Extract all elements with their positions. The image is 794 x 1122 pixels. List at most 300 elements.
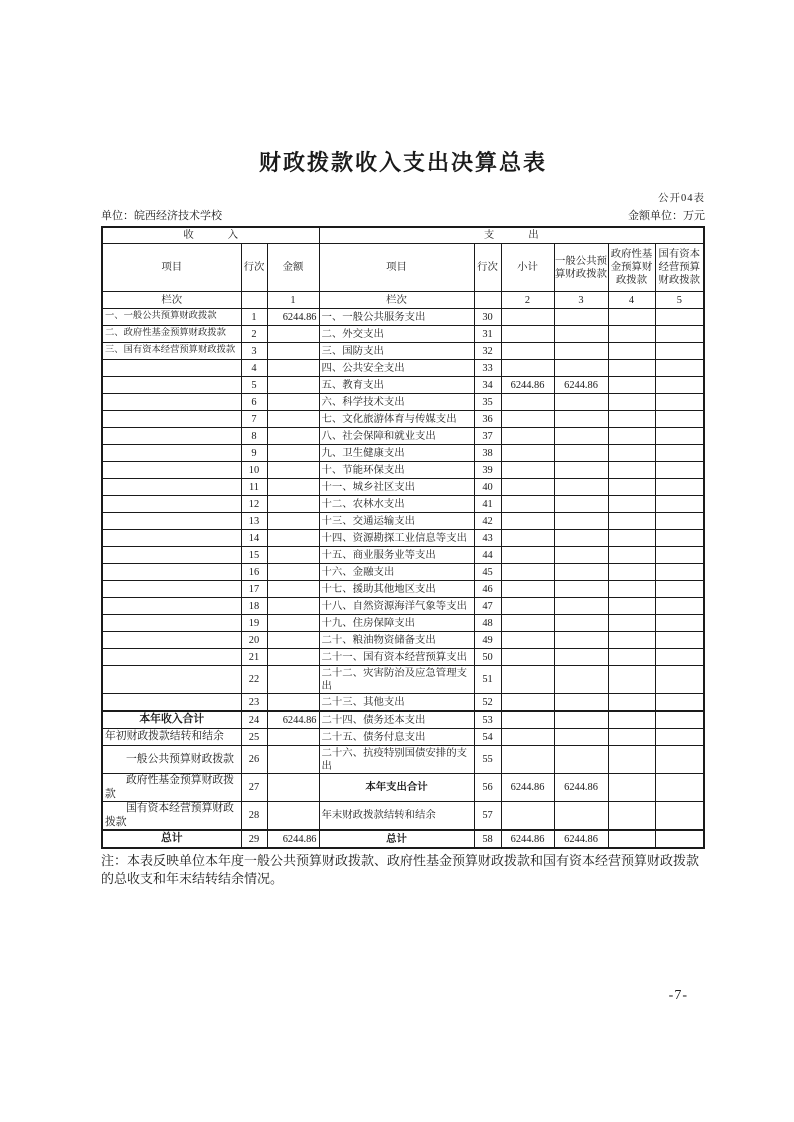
table-row	[102, 774, 704, 802]
expense-state-capital	[655, 802, 704, 831]
expense-item: 十五、商业服务业等支出	[319, 547, 474, 564]
expense-subtotal: 6244.86	[501, 830, 554, 848]
expense-gov-fund	[608, 530, 655, 547]
table-row	[102, 479, 704, 496]
expense-line-no: 54	[474, 729, 501, 746]
expense-line-no: 52	[474, 694, 501, 712]
expense-state-capital	[655, 530, 704, 547]
expense-state-capital	[655, 462, 704, 479]
income-item	[102, 377, 241, 394]
expense-gov-fund	[608, 615, 655, 632]
income-line-no: 29	[241, 830, 267, 848]
income-item	[102, 581, 241, 598]
income-line-no: 21	[241, 649, 267, 666]
col-header-income-amount: 金额	[267, 244, 319, 292]
income-item	[102, 513, 241, 530]
expense-state-capital	[655, 615, 704, 632]
income-amount: 6244.86	[267, 830, 319, 848]
expense-state-capital	[655, 496, 704, 513]
table-row	[102, 343, 704, 360]
income-item	[102, 360, 241, 377]
income-amount	[267, 445, 319, 462]
expense-general-budget	[554, 309, 608, 326]
expense-line-no: 39	[474, 462, 501, 479]
expense-general-budget	[554, 411, 608, 428]
income-amount	[267, 649, 319, 666]
expense-item: 十六、金融支出	[319, 564, 474, 581]
expense-general-budget	[554, 428, 608, 445]
table-row	[102, 666, 704, 694]
income-column-index-label: 栏次	[102, 292, 241, 309]
expense-subtotal: 6244.86	[501, 377, 554, 394]
income-item: 总计	[102, 830, 241, 848]
expense-gov-fund	[608, 479, 655, 496]
expense-general-budget	[554, 615, 608, 632]
expense-item: 二、外交支出	[319, 326, 474, 343]
expense-item: 八、社会保障和就业支出	[319, 428, 474, 445]
expense-item: 二十六、抗疫特别国债安排的支出	[319, 746, 474, 774]
unit-label: 单位：皖西经济技术学校	[101, 210, 222, 222]
expense-item: 九、卫生健康支出	[319, 445, 474, 462]
expense-line-no: 38	[474, 445, 501, 462]
income-line-no: 16	[241, 564, 267, 581]
income-amount: 6244.86	[267, 309, 319, 326]
income-line-no: 7	[241, 411, 267, 428]
expense-gov-fund	[608, 445, 655, 462]
expense-subtotal	[501, 632, 554, 649]
table-row	[102, 746, 704, 774]
income-line-no: 18	[241, 598, 267, 615]
income-item	[102, 666, 241, 694]
income-amount	[267, 774, 319, 802]
expense-line-no: 37	[474, 428, 501, 445]
income-line-no: 17	[241, 581, 267, 598]
table-row	[102, 309, 704, 326]
expense-subtotal	[501, 394, 554, 411]
income-item	[102, 649, 241, 666]
expense-subtotal	[501, 411, 554, 428]
expense-subtotal	[501, 694, 554, 712]
col-header-income-item: 项目	[102, 244, 241, 292]
income-amount	[267, 530, 319, 547]
expense-state-capital	[655, 360, 704, 377]
expense-state-capital	[655, 513, 704, 530]
expense-state-capital	[655, 564, 704, 581]
expense-general-budget	[554, 513, 608, 530]
expense-state-capital	[655, 377, 704, 394]
income-amount	[267, 326, 319, 343]
income-amount	[267, 479, 319, 496]
expense-line-no: 50	[474, 649, 501, 666]
expense-state-capital	[655, 774, 704, 802]
table-row	[102, 496, 704, 513]
income-line-no: 15	[241, 547, 267, 564]
table-row	[102, 547, 704, 564]
expense-line-no: 35	[474, 394, 501, 411]
expense-general-budget	[554, 360, 608, 377]
income-line-no: 10	[241, 462, 267, 479]
expense-general-budget	[554, 729, 608, 746]
expense-general-budget: 6244.86	[554, 830, 608, 848]
expense-gov-fund	[608, 564, 655, 581]
expense-subtotal	[501, 564, 554, 581]
expense-gov-fund	[608, 729, 655, 746]
expense-state-capital	[655, 729, 704, 746]
expense-general-budget	[554, 445, 608, 462]
income-amount: 6244.86	[267, 711, 319, 729]
table-body	[102, 309, 704, 849]
expense-subtotal	[501, 428, 554, 445]
expense-gov-fund	[608, 513, 655, 530]
expense-line-no: 30	[474, 309, 501, 326]
income-amount	[267, 428, 319, 445]
expense-general-budget	[554, 564, 608, 581]
expense-general-budget	[554, 711, 608, 729]
expense-line-no: 56	[474, 774, 501, 802]
expense-item: 三、国防支出	[319, 343, 474, 360]
general-budget-index: 3	[554, 292, 608, 309]
expense-line-no: 53	[474, 711, 501, 729]
income-line-no: 8	[241, 428, 267, 445]
expense-item: 一、一般公共服务支出	[319, 309, 474, 326]
income-amount	[267, 581, 319, 598]
expense-item: 十四、资源勘探工业信息等支出	[319, 530, 474, 547]
expense-item: 四、公共安全支出	[319, 360, 474, 377]
income-amount	[267, 694, 319, 712]
income-item	[102, 445, 241, 462]
income-amount	[267, 377, 319, 394]
expense-subtotal	[501, 547, 554, 564]
expense-line-no: 40	[474, 479, 501, 496]
state-capital-index: 5	[655, 292, 704, 309]
expense-line-no: 57	[474, 802, 501, 831]
expense-subtotal	[501, 729, 554, 746]
income-amount	[267, 513, 319, 530]
expense-state-capital	[655, 581, 704, 598]
income-amount	[267, 598, 319, 615]
table-row	[102, 530, 704, 547]
expense-item: 二十、粮油物资储备支出	[319, 632, 474, 649]
expense-line-no: 55	[474, 746, 501, 774]
table-row	[102, 462, 704, 479]
expense-gov-fund	[608, 711, 655, 729]
expense-general-budget	[554, 326, 608, 343]
expense-item: 十九、住房保障支出	[319, 615, 474, 632]
income-amount	[267, 564, 319, 581]
income-amount	[267, 343, 319, 360]
income-item	[102, 598, 241, 615]
expense-line-no: 51	[474, 666, 501, 694]
income-item: 二、政府性基金预算财政拨款	[102, 326, 241, 343]
column-index-row	[102, 292, 704, 309]
income-line-no: 26	[241, 746, 267, 774]
expense-line-no: 31	[474, 326, 501, 343]
income-line-no: 5	[241, 377, 267, 394]
expense-gov-fund	[608, 746, 655, 774]
budget-summary-table	[101, 226, 705, 849]
income-line-no: 6	[241, 394, 267, 411]
expense-state-capital	[655, 711, 704, 729]
expense-subtotal	[501, 445, 554, 462]
income-line-no: 2	[241, 326, 267, 343]
expense-general-budget	[554, 496, 608, 513]
income-line-no: 4	[241, 360, 267, 377]
income-line-no: 19	[241, 615, 267, 632]
income-item	[102, 411, 241, 428]
expense-subtotal	[501, 711, 554, 729]
income-line-no: 14	[241, 530, 267, 547]
income-amount	[267, 666, 319, 694]
table-row	[102, 394, 704, 411]
table-row	[102, 615, 704, 632]
expense-state-capital	[655, 547, 704, 564]
income-line-no: 23	[241, 694, 267, 712]
expense-item: 十一、城乡社区支出	[319, 479, 474, 496]
income-line-no: 24	[241, 711, 267, 729]
meta-row	[101, 207, 705, 223]
section-header-row	[102, 227, 704, 244]
expense-subtotal	[501, 746, 554, 774]
expense-item: 本年支出合计	[319, 774, 474, 802]
expense-gov-fund	[608, 581, 655, 598]
expense-state-capital	[655, 309, 704, 326]
table-row	[102, 564, 704, 581]
expense-section-header: 支出	[319, 227, 704, 244]
income-line-no: 12	[241, 496, 267, 513]
income-item: 一般公共预算财政拨款	[102, 746, 241, 774]
expense-item: 总计	[319, 830, 474, 848]
expense-state-capital	[655, 479, 704, 496]
income-amount	[267, 462, 319, 479]
expense-subtotal	[501, 598, 554, 615]
expense-item: 十八、自然资源海洋气象等支出	[319, 598, 474, 615]
table-row	[102, 377, 704, 394]
expense-general-budget	[554, 666, 608, 694]
income-amount	[267, 729, 319, 746]
expense-line-no: 44	[474, 547, 501, 564]
expense-item: 十三、交通运输支出	[319, 513, 474, 530]
expense-line-no: 42	[474, 513, 501, 530]
expense-item: 十二、农林水支出	[319, 496, 474, 513]
expense-state-capital	[655, 428, 704, 445]
expense-subtotal	[501, 530, 554, 547]
expense-subtotal	[501, 496, 554, 513]
expense-state-capital	[655, 632, 704, 649]
income-amount	[267, 746, 319, 774]
expense-gov-fund	[608, 394, 655, 411]
expense-column-index-label: 栏次	[319, 292, 474, 309]
expense-general-budget	[554, 598, 608, 615]
expense-gov-fund	[608, 694, 655, 712]
income-line-no: 9	[241, 445, 267, 462]
income-item	[102, 530, 241, 547]
expense-item: 二十五、债务付息支出	[319, 729, 474, 746]
table-row	[102, 632, 704, 649]
expense-line-no: 48	[474, 615, 501, 632]
expense-general-budget	[554, 479, 608, 496]
expense-gov-fund	[608, 377, 655, 394]
income-item	[102, 496, 241, 513]
expense-general-budget	[554, 462, 608, 479]
col-header-income-line-no: 行次	[241, 244, 267, 292]
income-amount	[267, 411, 319, 428]
expense-line-no: 34	[474, 377, 501, 394]
expense-line-no: 45	[474, 564, 501, 581]
expense-general-budget	[554, 547, 608, 564]
income-amount	[267, 394, 319, 411]
table-row	[102, 326, 704, 343]
column-header-row	[102, 244, 704, 292]
expense-line-no: 49	[474, 632, 501, 649]
expense-subtotal	[501, 462, 554, 479]
expense-general-budget	[554, 694, 608, 712]
expense-general-budget	[554, 530, 608, 547]
table-row	[102, 830, 704, 848]
expense-subtotal	[501, 802, 554, 831]
income-item: 年初财政拨款结转和结余	[102, 729, 241, 746]
income-item	[102, 632, 241, 649]
col-header-expense-line-no: 行次	[474, 244, 501, 292]
expense-general-budget	[554, 632, 608, 649]
expense-line-no: 32	[474, 343, 501, 360]
form-number: 公开04表	[658, 193, 705, 204]
expense-item: 二十四、债务还本支出	[319, 711, 474, 729]
table-note: 注：本表反映单位本年度一般公共预算财政拨款、政府性基金预算财政拨款和国有资本经营预算财政拨款的总收支和年末结转结余情况。	[101, 853, 700, 886]
expense-subtotal	[501, 360, 554, 377]
expense-state-capital	[655, 343, 704, 360]
page-title: 财政拨款收入支出决算总表	[258, 150, 547, 175]
expense-gov-fund	[608, 428, 655, 445]
income-amount	[267, 360, 319, 377]
expense-gov-fund	[608, 360, 655, 377]
table-row	[102, 711, 704, 729]
col-header-subtotal: 小计	[501, 244, 554, 292]
expense-line-no: 36	[474, 411, 501, 428]
col-header-expense-item: 项目	[319, 244, 474, 292]
income-item: 一、一般公共预算财政拨款	[102, 309, 241, 326]
expense-gov-fund	[608, 598, 655, 615]
expense-gov-fund	[608, 632, 655, 649]
table-row	[102, 598, 704, 615]
table-row	[102, 729, 704, 746]
expense-line-no: 43	[474, 530, 501, 547]
income-line-no: 13	[241, 513, 267, 530]
expense-gov-fund	[608, 830, 655, 848]
expense-general-budget	[554, 581, 608, 598]
expense-item: 年末财政拨款结转和结余	[319, 802, 474, 831]
expense-state-capital	[655, 411, 704, 428]
expense-line-no: 47	[474, 598, 501, 615]
expense-gov-fund	[608, 802, 655, 831]
table-row	[102, 694, 704, 712]
expense-line-no-index-blank	[474, 292, 501, 309]
table-row	[102, 802, 704, 831]
expense-subtotal	[501, 615, 554, 632]
expense-subtotal	[501, 479, 554, 496]
expense-general-budget	[554, 802, 608, 831]
table-row	[102, 445, 704, 462]
expense-line-no: 58	[474, 830, 501, 848]
income-line-no: 20	[241, 632, 267, 649]
income-line-no: 1	[241, 309, 267, 326]
income-section-header: 收入	[102, 227, 319, 244]
expense-item: 十七、援助其他地区支出	[319, 581, 474, 598]
expense-gov-fund	[608, 496, 655, 513]
expense-general-budget	[554, 394, 608, 411]
income-item	[102, 394, 241, 411]
subtotal-index: 2	[501, 292, 554, 309]
expense-subtotal	[501, 581, 554, 598]
table-row	[102, 411, 704, 428]
expense-general-budget: 6244.86	[554, 774, 608, 802]
expense-item: 六、科学技术支出	[319, 394, 474, 411]
expense-gov-fund	[608, 462, 655, 479]
income-item	[102, 615, 241, 632]
expense-gov-fund	[608, 666, 655, 694]
expense-item: 十、节能环保支出	[319, 462, 474, 479]
table-row	[102, 649, 704, 666]
expense-general-budget: 6244.86	[554, 377, 608, 394]
amount-unit-label: 金额单位：万元	[628, 210, 705, 222]
expense-general-budget	[554, 746, 608, 774]
expense-subtotal	[501, 666, 554, 694]
expense-gov-fund	[608, 309, 655, 326]
col-header-state-capital-budget: 国有资本经营预算财政拨款	[655, 244, 704, 292]
expense-state-capital	[655, 649, 704, 666]
income-line-no: 27	[241, 774, 267, 802]
table-row	[102, 428, 704, 445]
expense-subtotal	[501, 649, 554, 666]
income-amount	[267, 547, 319, 564]
expense-gov-fund	[608, 411, 655, 428]
expense-subtotal	[501, 309, 554, 326]
income-item: 本年收入合计	[102, 711, 241, 729]
income-item: 政府性基金预算财政拨款	[102, 774, 241, 802]
table-row	[102, 360, 704, 377]
expense-item: 二十一、国有资本经营预算支出	[319, 649, 474, 666]
income-amount	[267, 496, 319, 513]
income-amount	[267, 802, 319, 831]
table-row	[102, 513, 704, 530]
expense-item: 五、教育支出	[319, 377, 474, 394]
income-line-no: 25	[241, 729, 267, 746]
expense-general-budget	[554, 649, 608, 666]
expense-general-budget	[554, 343, 608, 360]
expense-line-no: 33	[474, 360, 501, 377]
income-amount	[267, 632, 319, 649]
expense-subtotal: 6244.86	[501, 774, 554, 802]
income-item	[102, 694, 241, 712]
page-number: -7-	[668, 988, 688, 1003]
expense-subtotal	[501, 343, 554, 360]
expense-gov-fund	[608, 774, 655, 802]
col-header-general-budget: 一般公共预算财政拨款	[554, 244, 608, 292]
col-header-gov-fund-budget: 政府性基金预算财政拨款	[608, 244, 655, 292]
expense-gov-fund	[608, 547, 655, 564]
income-line-no: 11	[241, 479, 267, 496]
expense-gov-fund	[608, 343, 655, 360]
expense-state-capital	[655, 666, 704, 694]
income-item	[102, 462, 241, 479]
expense-line-no: 41	[474, 496, 501, 513]
expense-gov-fund	[608, 326, 655, 343]
expense-item: 七、文化旅游体育与传媒支出	[319, 411, 474, 428]
expense-subtotal	[501, 326, 554, 343]
income-amount-index: 1	[267, 292, 319, 309]
expense-state-capital	[655, 830, 704, 848]
expense-state-capital	[655, 326, 704, 343]
income-line-no: 22	[241, 666, 267, 694]
